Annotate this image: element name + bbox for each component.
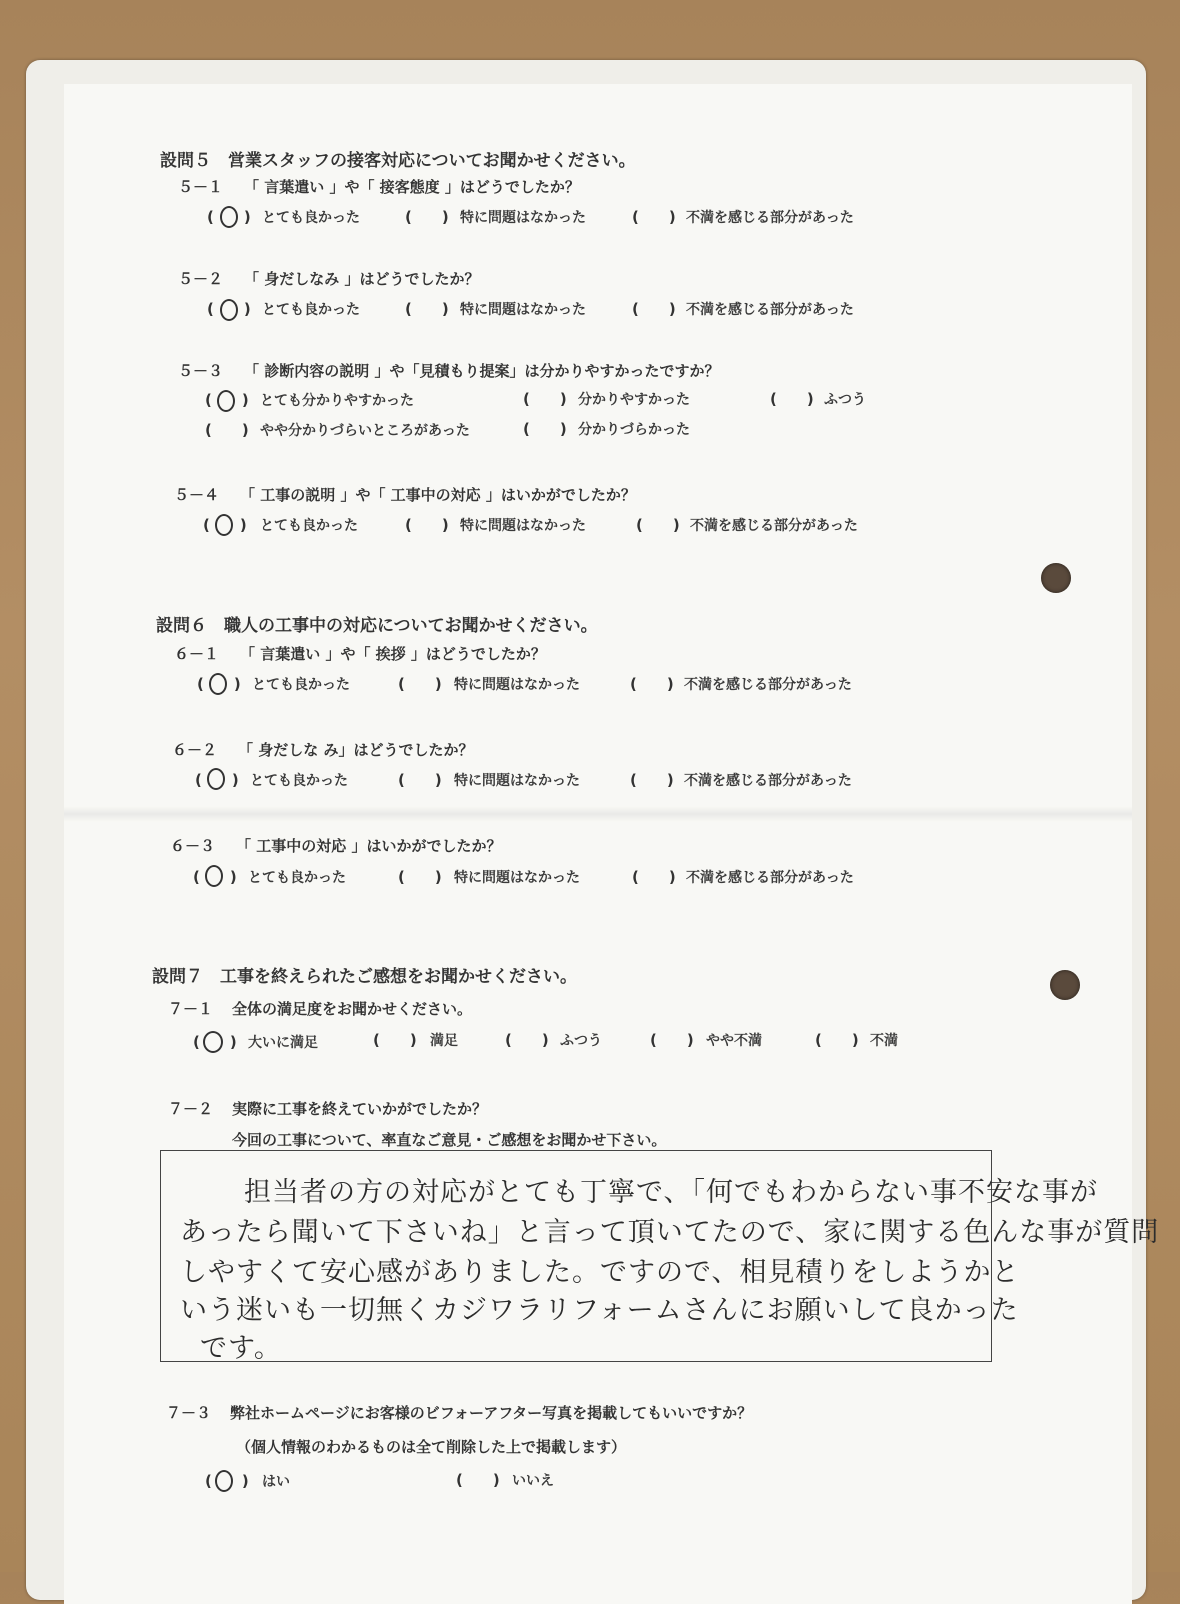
- q7-1-option-3: ふつう: [560, 1033, 602, 1049]
- q6-3-option-3: 不満を感じる部分があった: [686, 870, 854, 886]
- q6-1-option-3: 不満を感じる部分があった: [684, 677, 852, 693]
- checkbox-q5-3-opt5[interactable]: ( ): [523, 420, 567, 438]
- q5-3-option-3: ふつう: [824, 392, 866, 408]
- q6-2-option-1: とても良かった: [250, 773, 348, 789]
- checkbox-q6-2-opt3[interactable]: ( ): [630, 771, 674, 789]
- q5-3-option-1: とても分かりやすかった: [260, 393, 414, 409]
- q7-3-option-yes: はい: [262, 1474, 290, 1490]
- q5-3-text: 「 診断内容の説明 」や「見積もり提案」は分かりやすかったですか？: [244, 362, 720, 380]
- q7-1-label: ７－１: [168, 1000, 214, 1018]
- q7-2-subtext: 今回の工事について、率直なご意見・ご感想をお聞かせ下さい。: [232, 1131, 667, 1149]
- circled-mark-icon: [217, 390, 235, 412]
- checkbox-q5-4-opt1[interactable]: ( ): [203, 516, 247, 534]
- circled-mark-icon: [220, 299, 238, 321]
- circled-mark-icon: [205, 865, 223, 887]
- q7-2-label: ７－２: [168, 1100, 214, 1118]
- q7-1-option-2: 満足: [430, 1033, 458, 1049]
- q6-2-label: ６－２: [172, 741, 218, 759]
- circled-mark-icon: [203, 1031, 223, 1053]
- circled-mark-icon: [215, 1470, 233, 1492]
- q5-4-label: ５－４: [174, 486, 220, 504]
- q6-heading: 設問６ 職人の工事中の対応についてお聞かせください。: [156, 616, 598, 636]
- q5-heading: 設問５ 営業スタッフの接客対応についてお聞かせください。: [160, 151, 636, 171]
- q6-2-text: 「 身だしな み」はどうでしたか？: [238, 741, 474, 759]
- punch-hole: [1041, 563, 1071, 593]
- q5-1-text: 「 言葉遣い 」や「 接客態度 」はどうでしたか？: [244, 178, 580, 196]
- paper-fold: [64, 806, 1132, 822]
- checkbox-q6-3-opt3[interactable]: ( ): [632, 868, 676, 886]
- punch-hole: [1050, 970, 1080, 1000]
- q5-3-label: ５－３: [178, 362, 224, 380]
- q6-3-label: ６－３: [170, 837, 216, 855]
- checkbox-q7-1-opt2[interactable]: ( ): [373, 1031, 417, 1049]
- checkbox-q7-3-yes[interactable]: ( ): [205, 1472, 249, 1490]
- q7-3-text: 弊社ホームページにお客様のビフォーアフター写真を掲載してもいいですか？: [230, 1404, 753, 1422]
- q5-2-option-2: 特に問題はなかった: [460, 302, 586, 318]
- q6-2-option-3: 不満を感じる部分があった: [684, 773, 852, 789]
- q6-1-label: ６－１: [174, 645, 220, 663]
- checkbox-q7-1-opt3[interactable]: ( ): [505, 1031, 549, 1049]
- q5-2-text: 「 身だしなみ 」はどうでしたか？: [244, 270, 480, 288]
- checkbox-q5-4-opt2[interactable]: ( ): [405, 516, 449, 534]
- q6-1-option-2: 特に問題はなかった: [454, 677, 580, 693]
- q5-1-option-2: 特に問題はなかった: [460, 210, 586, 226]
- q5-2-option-1: とても良かった: [262, 302, 360, 318]
- q6-3-option-1: とても良かった: [248, 870, 346, 886]
- checkbox-q5-1-opt1[interactable]: ( ): [207, 208, 251, 226]
- q5-2-label: ５－２: [178, 270, 224, 288]
- q7-2-text: 実際に工事を終えていかがでしたか？: [232, 1100, 488, 1118]
- checkbox-q5-3-opt3[interactable]: ( ): [770, 390, 814, 408]
- q5-4-option-1: とても良かった: [260, 518, 358, 534]
- q7-1-text: 全体の満足度をお聞かせください。: [232, 1000, 473, 1018]
- checkbox-q7-3-no[interactable]: ( ): [456, 1471, 500, 1489]
- checkbox-q7-1-opt5[interactable]: ( ): [815, 1031, 859, 1049]
- answer-line-3: しやすくて安心感がありました。ですので、相見積りをしようかと: [180, 1257, 1020, 1288]
- checkbox-q6-3-opt1[interactable]: ( ): [193, 868, 237, 886]
- q6-1-text: 「 言葉遣い 」や「 挨拶 」はどうでしたか？: [240, 645, 546, 663]
- q5-4-option-3: 不満を感じる部分があった: [690, 518, 858, 534]
- checkbox-q5-2-opt1[interactable]: ( ): [207, 300, 251, 318]
- q7-3-option-no: いいえ: [512, 1473, 554, 1489]
- q6-3-text: 「 工事中の対応 」はいかがでしたか？: [236, 837, 502, 855]
- q7-3-label: ７－３: [166, 1404, 212, 1422]
- q7-1-option-1: 大いに満足: [248, 1035, 318, 1051]
- checkbox-q5-3-opt1[interactable]: ( ): [205, 391, 249, 409]
- answer-line-4: いう迷いも一切無くカジワラリフォームさんにお願いして良かった: [180, 1295, 1019, 1326]
- checkbox-q7-1-opt4[interactable]: ( ): [650, 1031, 694, 1049]
- answer-line-1: 担当者の方の対応がとても丁寧で、「何でもわからない事不安な事が: [244, 1177, 1098, 1208]
- checkbox-q5-3-opt4[interactable]: ( ): [205, 421, 249, 439]
- checkbox-q5-3-opt2[interactable]: ( ): [523, 390, 567, 408]
- checkbox-q5-4-opt3[interactable]: ( ): [636, 516, 680, 534]
- checkbox-q6-3-opt2[interactable]: ( ): [398, 868, 442, 886]
- q5-4-option-2: 特に問題はなかった: [460, 518, 586, 534]
- q5-1-option-1: とても良かった: [262, 210, 360, 226]
- checkbox-q5-1-opt3[interactable]: ( ): [632, 208, 676, 226]
- checkbox-q6-2-opt2[interactable]: ( ): [398, 771, 442, 789]
- checkbox-q6-1-opt2[interactable]: ( ): [398, 675, 442, 693]
- q5-3-option-4: やや分かりづらいところがあった: [260, 423, 470, 439]
- q7-3-subtext: （個人情報のわかるものは全て削除した上で掲載します）: [236, 1438, 627, 1456]
- q5-1-label: ５－１: [178, 178, 224, 196]
- checkbox-q7-1-opt1[interactable]: ( ): [193, 1033, 237, 1051]
- q7-1-option-5: 不満: [870, 1033, 898, 1049]
- q5-3-option-2: 分かりやすかった: [578, 392, 690, 408]
- checkbox-q6-1-opt1[interactable]: ( ): [197, 675, 241, 693]
- circled-mark-icon: [207, 768, 225, 790]
- answer-line-5: です。: [200, 1333, 282, 1364]
- checkbox-q6-1-opt3[interactable]: ( ): [630, 675, 674, 693]
- checkbox-q5-2-opt3[interactable]: ( ): [632, 300, 676, 318]
- checkbox-q5-1-opt2[interactable]: ( ): [405, 208, 449, 226]
- q7-heading: 設問７ 工事を終えられたご感想をお聞かせください。: [152, 967, 577, 987]
- answer-line-2: あったら聞いて下さいね」と言って頂いてたので、家に関する色んな事が質問: [180, 1217, 1160, 1248]
- q5-1-option-3: 不満を感じる部分があった: [686, 210, 854, 226]
- q5-3-option-5: 分かりづらかった: [578, 422, 690, 438]
- q5-4-text: 「 工事の説明 」や「 工事中の対応 」はいかがでしたか？: [240, 486, 636, 504]
- checkbox-q5-2-opt2[interactable]: ( ): [405, 300, 449, 318]
- circled-mark-icon: [220, 206, 238, 228]
- q7-1-option-4: やや不満: [706, 1033, 762, 1049]
- circled-mark-icon: [215, 514, 233, 536]
- q6-1-option-1: とても良かった: [252, 677, 350, 693]
- q6-3-option-2: 特に問題はなかった: [454, 870, 580, 886]
- q5-2-option-3: 不満を感じる部分があった: [686, 302, 854, 318]
- q6-2-option-2: 特に問題はなかった: [454, 773, 580, 789]
- circled-mark-icon: [209, 673, 227, 695]
- checkbox-q6-2-opt1[interactable]: ( ): [195, 771, 239, 789]
